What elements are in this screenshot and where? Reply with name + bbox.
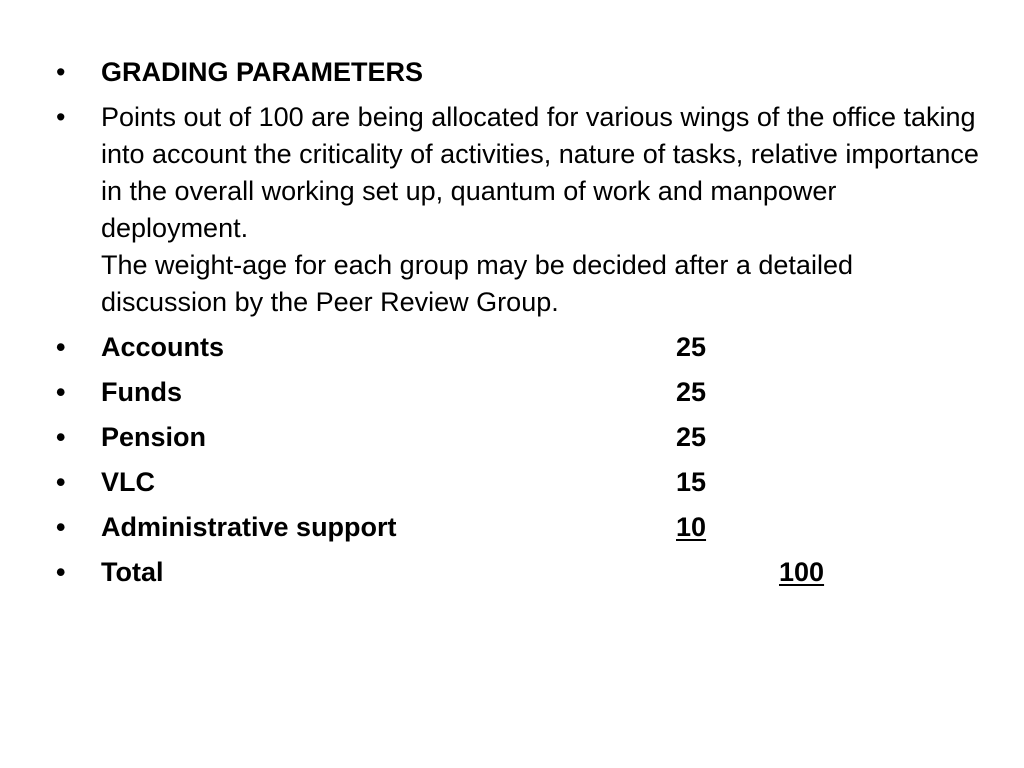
row-label: VLC <box>101 467 155 497</box>
total-value: 100 <box>779 557 825 587</box>
bullet-row-pension <box>56 419 986 456</box>
row-value: 10 <box>676 512 707 542</box>
bullet-list <box>56 54 986 591</box>
bullet-row-total <box>56 554 986 591</box>
bullet-icon: • <box>56 377 66 407</box>
bullet-icon: • <box>56 102 66 132</box>
row-label: Pension <box>101 422 207 452</box>
row-value: 25 <box>676 332 707 362</box>
heading-text: GRADING PARAMETERS <box>101 57 424 87</box>
bullet-heading <box>56 54 986 91</box>
bullet-icon: • <box>56 422 66 452</box>
row-value: 25 <box>676 422 707 452</box>
bullet-row-accounts <box>56 329 986 366</box>
bullet-row-administrative-support <box>56 509 986 546</box>
bullet-icon: • <box>56 512 66 542</box>
bullet-icon: • <box>56 57 66 87</box>
row-label: Funds <box>101 377 182 407</box>
total-label: Total <box>101 557 164 587</box>
bullet-icon: • <box>56 467 66 497</box>
row-label: Administrative support <box>101 512 397 542</box>
bullet-row-vlc <box>56 464 986 501</box>
row-label: Accounts <box>101 332 225 362</box>
description-paragraph: The weight-age for each group may be decided after a detailed discussion by the Peer Review Group. <box>101 250 853 317</box>
bullet-icon: • <box>56 332 66 362</box>
bullet-row-funds <box>56 374 986 411</box>
bullet-description <box>56 99 986 321</box>
row-value: 25 <box>676 377 707 407</box>
description-paragraph: Points out of 100 are being allocated for various wings of the office taking into account the criticality of activities, nature of tasks, relative importance in the overall working set up, quantum of work and manpower deployment. <box>101 102 979 243</box>
row-value: 15 <box>676 467 707 497</box>
bullet-icon: • <box>56 557 66 587</box>
